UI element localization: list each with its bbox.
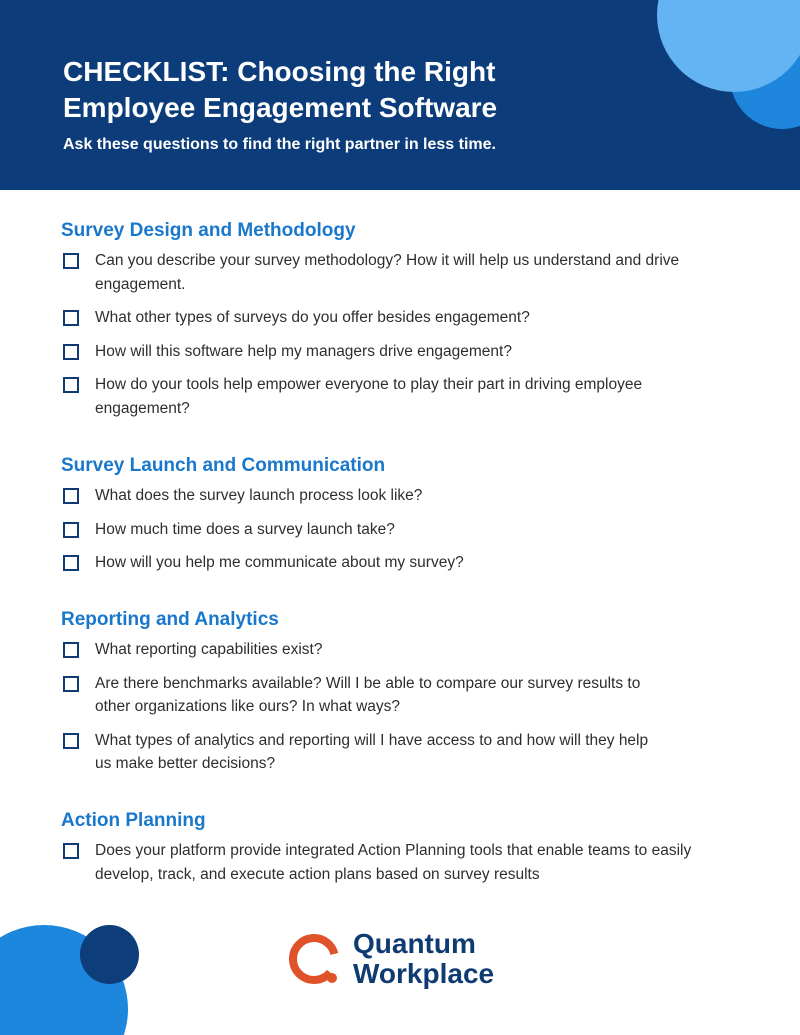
checklist-item-text: What reporting capabilities exist? (95, 641, 323, 658)
logo-line-2: Workplace (353, 958, 495, 989)
checkbox[interactable] (63, 377, 79, 393)
checkbox[interactable] (63, 253, 79, 269)
checklist-item (61, 518, 701, 542)
checkbox[interactable] (63, 344, 79, 360)
checklist-item (61, 484, 701, 508)
checklist-item (61, 729, 661, 776)
checklist-item-text: What does the survey launch process look like? (95, 487, 423, 504)
checklist-item (61, 340, 701, 364)
checklist-item (61, 551, 701, 575)
checklist-item-text: How much time does a survey launch take? (95, 520, 395, 538)
section-reporting (61, 608, 741, 786)
logo-mark-icon (285, 930, 345, 990)
section-title: Survey Launch and Communication (61, 455, 386, 476)
section-survey-launch (61, 454, 741, 585)
checklist-item (61, 306, 701, 330)
checkbox[interactable] (63, 843, 79, 859)
checklist-item (61, 373, 661, 420)
checklist-item-text: What other types of surveys do you offer besides engagement? (95, 309, 530, 326)
checkbox[interactable] (63, 733, 79, 749)
checkbox[interactable] (63, 555, 79, 571)
page-subtitle: Ask these questions to find the right partner in less time. (63, 136, 496, 153)
section-title: Action Planning (61, 810, 206, 831)
checklist-item-text: How will this software help my managers drive engagement? (95, 342, 512, 360)
checklist-item (61, 638, 701, 662)
decorative-circle (80, 925, 139, 984)
checklist-item-text: How will you help me communicate about my survey? (95, 554, 464, 571)
section-title: Reporting and Analytics (61, 609, 279, 630)
logo-wordmark (353, 929, 494, 989)
section-survey-design (61, 219, 741, 430)
checklist-item-text: Can you describe your survey methodology? How it will help us understand and drive engagement. (95, 252, 680, 293)
section-title: Survey Design and Methodology (61, 220, 356, 241)
checklist-item (61, 672, 641, 719)
checklist-item-text: Does your platform provide integrated Action Planning tools that enable teams to easily develop, track, and execute action plans based on survey results (95, 842, 692, 883)
checklist-item (61, 839, 701, 886)
checklist-item (61, 249, 701, 296)
checkbox[interactable] (63, 642, 79, 658)
checklist-item-text: How do your tools help empower everyone to play their part in driving employee engagement? (95, 376, 643, 417)
section-action-planning (61, 809, 741, 896)
checkbox[interactable] (63, 488, 79, 504)
quantum-workplace-logo (285, 925, 525, 997)
checklist-item-text: What types of analytics and reporting will I have access to and how will they help us make better decisions? (95, 731, 649, 772)
checkbox[interactable] (63, 522, 79, 538)
checklist-item-text: Are there benchmarks available? Will I be able to compare our survey results to other organizations like ours? In what ways? (95, 674, 641, 715)
header-banner (0, 0, 800, 190)
page-title: CHECKLIST: Choosing the Right Employee Engagement Software (63, 56, 498, 123)
checkbox[interactable] (63, 310, 79, 326)
checkbox[interactable] (63, 676, 79, 692)
logo-line-1: Quantum (353, 928, 476, 959)
